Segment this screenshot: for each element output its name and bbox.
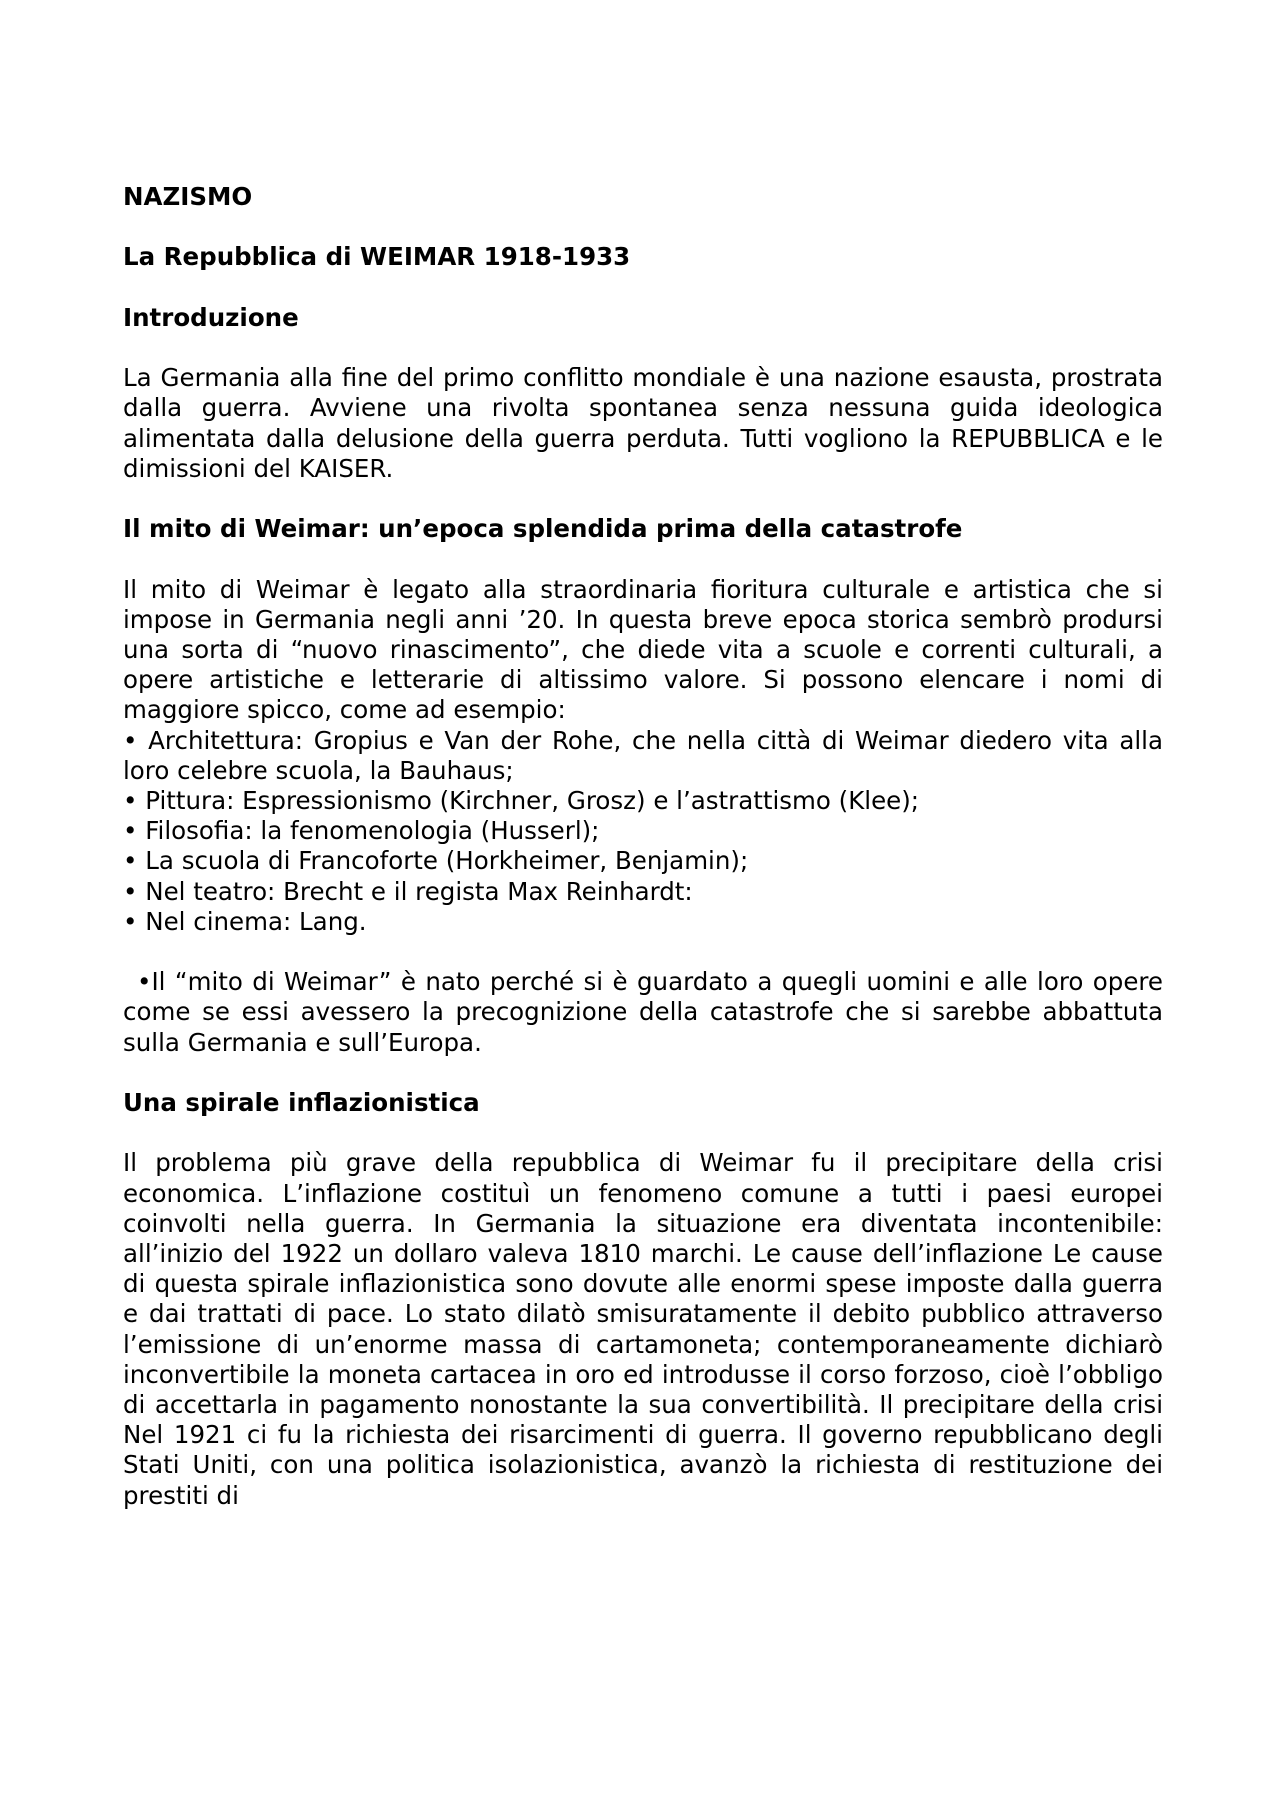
- section-paragraph-spirale-inflazionistica: Il problema più grave della repubblica di Weimar fu il precipitare della crisi economica. L’inflazione costituì un fenomeno comune a tutti i paesi europei coinvolti nella guerra. In Germania la situazione era diventata incontenibile: all’inizio del 1922 un dollaro valeva 1810 marchi. Le cause dell’inflazione Le cause di questa spirale inflazionistica sono dovute alle enormi spese imposte dalla guerra e dai trattati di pace. Lo stato dilatò smisuratamente il debito pubblico attraverso l’emissione di un’enorme massa di cartamoneta; contemporaneamente dichiarò inconvertibile la moneta cartacea in oro ed introdusse il corso forzoso, cioè l’obbligo di accettarla in pagamento nonostante la sua convertibilità. Il precipitare della crisi Nel 1921 ci fu la richiesta dei risarcimenti di guerra. Il governo repubblicano degli Stati Uniti, con una politica isolazionistica, avanzò la richiesta di restituzione dei prestiti di: [123, 1148, 1163, 1510]
- list-item-teatro: • Nel teatro: Brecht e il regista Max Reinhardt:: [123, 876, 693, 906]
- section-heading-mito-weimar: Il mito di Weimar: un’epoca splendida prima della catastrofe: [123, 514, 963, 544]
- list-item-cinema: • Nel cinema: Lang.: [123, 906, 367, 936]
- section-heading-introduzione: Introduzione: [123, 302, 299, 332]
- list-item-architettura: • Architettura: Gropius e Van der Rohe, che nella città di Weimar diedero vita alla loro celebre scuola, la Bauhaus;: [123, 725, 1163, 785]
- document-page: [123, 182, 1163, 1511]
- list-item-filosofia: • Filosofia: la fenomenologia (Husserl);: [123, 816, 600, 846]
- section-paragraph-mito-weimar: Il mito di Weimar è legato alla straordinaria fioritura culturale e artistica che si impose in Germania negli anni ’20. In questa breve epoca storica sembrò prodursi una sorta di “nuovo rinascimento”, che diede vita a scuole e correnti culturali, a opere artistiche e letterarie di altissimo valore. Si possono elencare i nomi di maggiore spicco, come ad esempio:: [123, 574, 1163, 725]
- section-paragraph-introduzione: La Germania alla fine del primo conflitto mondiale è una nazione esausta, prostrata dalla guerra. Avviene una rivolta spontanea senza nessuna guida ideologica alimentata dalla delusione della guerra perduta. Tutti vogliono la REPUBBLICA e le dimissioni del KAISER.: [123, 363, 1163, 483]
- list-item-pittura: • Pittura: Espressionismo (Kirchner, Grosz) e l’astrattismo (Klee);: [123, 785, 920, 815]
- section-heading-spirale-inflazionistica: Una spirale inflazionistica: [123, 1087, 480, 1117]
- document-title: NAZISMO: [123, 182, 253, 211]
- section-closing-mito-weimar: •Il “mito di Weimar” è nato perché si è guardato a quegli uomini e alle loro opere come se essi avessero la precognizione della catastrofe che si sarebbe abbattuta sulla Germania e sull’Europa.: [123, 967, 1163, 1057]
- list-item-scuola-francoforte: • La scuola di Francoforte (Horkheimer, Benjamin);: [123, 846, 749, 876]
- document-subtitle: La Repubblica di WEIMAR 1918-1933: [123, 242, 631, 272]
